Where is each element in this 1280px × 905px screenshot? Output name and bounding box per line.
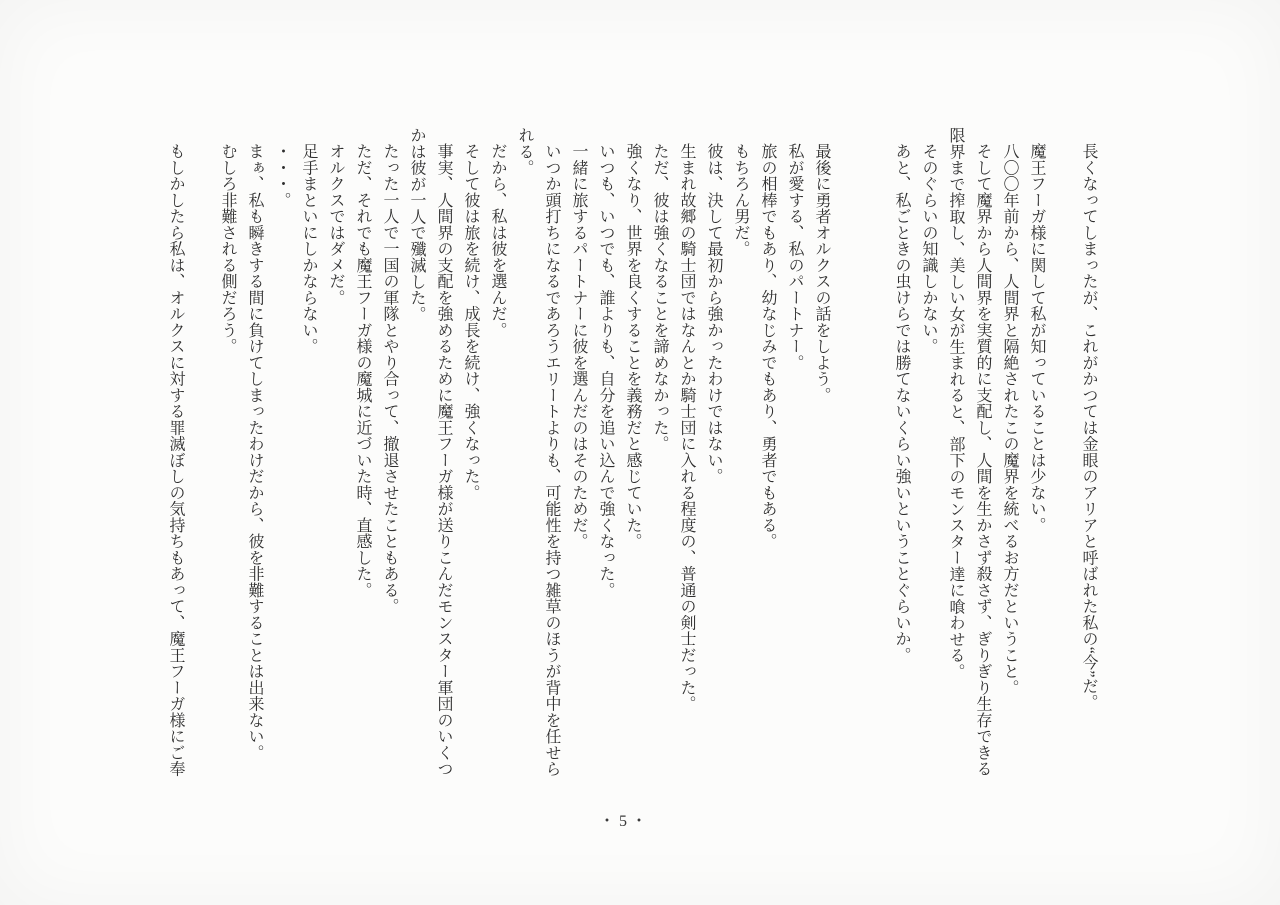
paragraph: そして魔界から人間界を実質的に支配し、人間を生かさず殺さず、ぎりぎり生存できる限界まで搾取し、美しい女が生まれると、部下のモンスター達に喰わせる。	[947, 127, 991, 777]
paragraph: 事実、人間界の支配を強めるために魔王フーガ様が送りこんだモンスター軍団のいくつかは彼が一人で殲滅した。	[408, 127, 452, 777]
paragraph: 生まれ故郷の騎士団ではなんとか騎士団に入れる程度の、普通の剣士だった。	[678, 143, 695, 712]
paragraph: オルクスではダメだ。	[327, 143, 344, 306]
paragraph: もしかしたら私は、オルクスに対する罪滅ぼしの気持ちもあって、魔王フーガ様にご奉	[167, 143, 184, 777]
paragraph: もちろん男だ。	[732, 143, 749, 257]
paragraph: たった一人で一国の軍隊とやり合って、撤退させたこともある。	[381, 143, 398, 615]
paragraph: あと、私ごときの虫けらでは勝てないくらい強いということぐらいか。	[893, 143, 910, 663]
paragraph: ただ、それでも魔王フーガ様の魔城に近づいた時、直感した。	[354, 143, 371, 598]
paragraph: 足手まといにしかならない。	[300, 143, 317, 355]
paragraph: ・・・。	[273, 143, 290, 208]
paragraph: 八〇〇年前から、人間界と隔絶されたこの魔界を統べるお方だということ。	[1001, 143, 1018, 696]
paragraph: むしろ非難される側だろう。	[219, 143, 236, 355]
paragraph: ただ、彼は強くなることを諦めなかった。	[651, 143, 668, 452]
paragraph: いつか頭打ちになるであろうエリートよりも、可能性を持つ雑草のほうが背中を任せられる。	[516, 127, 560, 777]
paragraph: そのぐらいの知識しかない。	[920, 143, 937, 355]
paragraph: 最後に勇者オルクスの話をしよう。	[813, 143, 830, 403]
paragraph: まぁ、私も瞬きする間に負けてしまったわけだから、彼を非難することは出来ない。	[246, 143, 263, 761]
paragraph: 旅の相棒でもあり、幼なじみでもあり、勇者でもある。	[759, 143, 776, 550]
paragraph: 長くなってしまったが、これがかつては金眼のアリアと呼ばれた私の“今”だ。	[1080, 143, 1097, 711]
paragraph: 一緒に旅するパートナーに彼を選んだのはそのためだ。	[570, 143, 587, 550]
vertical-text-block	[142, 127, 1102, 777]
paragraph: 私が愛する、私のパートナー。	[786, 143, 803, 371]
paragraph: そして彼は旅を続け、成長を続け、強くなった。	[462, 143, 479, 501]
paragraph: いつも、いつでも、誰よりも、自分を追い込んで強くなった。	[597, 143, 614, 598]
paragraph: 強くなり、世界を良くすることを義務だと感じていた。	[624, 143, 641, 550]
paragraph: 魔王フーガ様に関して私が知っていることは少ない。	[1028, 143, 1045, 533]
paragraph: だから、私は彼を選んだ。	[489, 143, 506, 338]
page-number: ・5・	[598, 813, 651, 830]
paragraph: 彼は、決して最初から強かったわけではない。	[705, 143, 722, 485]
